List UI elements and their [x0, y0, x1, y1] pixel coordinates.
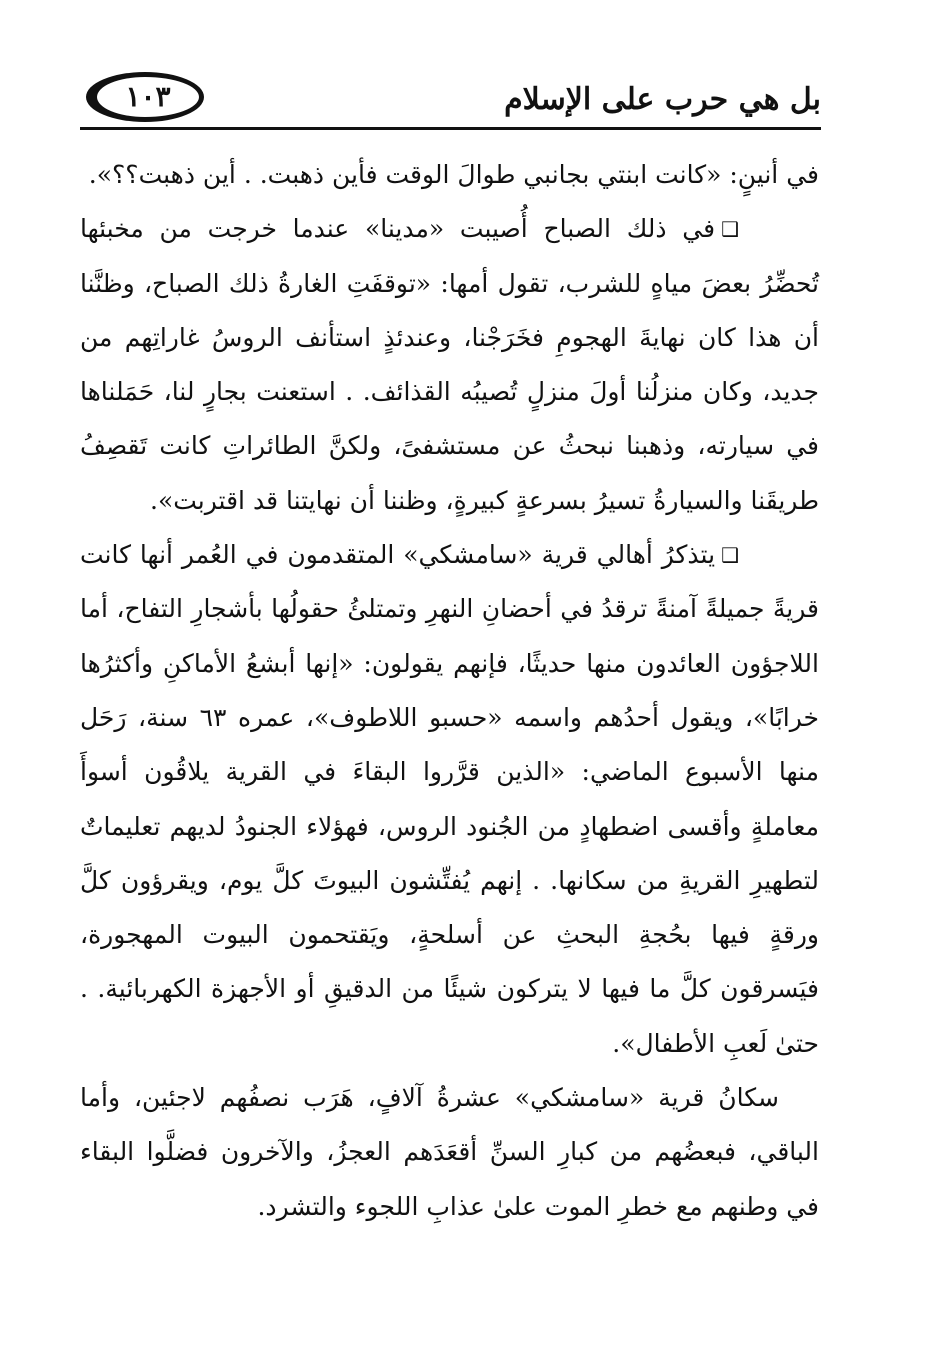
- page-header: [80, 66, 821, 130]
- running-title: بل هي حرب على الإسلام: [504, 82, 821, 117]
- paragraph: [80, 1071, 819, 1234]
- paragraph-marker-icon: ❑: [721, 543, 739, 568]
- paragraph-text: يتذكرُ أهالي قرية «سامشكي» المتقدمون في العُمر أنها كانت قريةً جميلةً آمنةً ترقدُ في أحضانِ النهرِ وتمتلئُ حقولُها بأشجارِ التفاح، أما اللاجؤون العائدون منها حديثًا، فإنهم يقولون: «إنها أبشعُ الأماكنِ وأكثرُها خرابًا»، ويقول أحدُهم واسمه «حسبو اللاطوف»، عمره ٦٣ سنة، رَحَل منها الأسبوع الماضي: «الذين قرَّروا البقاءَ في القرية يلاقُون أسوأَ معاملةٍ وأقسى اضطهادٍ من الجُنود الروس، فهؤلاء الجنودُ لديهم تعليماتٌ لتطهيرِ القريةِ من سكانها. . إنهم يُفتِّشون البيوتَ كلَّ يوم، ويقرؤون كلَّ ورقةٍ فيها بحُجةِ البحثِ عن أسلحةٍ، ويَقتحمون البيوت المهجورة، فيَسرقون كلَّ ما فيها لا يتركون شيئًا من الدقيقِ أو الأجهزة الكهربائية. . حتىٰ لَعبِ الأطفال».: [80, 540, 819, 1058]
- paragraph: [80, 528, 819, 1071]
- page-body: [80, 148, 819, 1234]
- paragraph: [80, 148, 819, 202]
- paragraph-marker-icon: ❑: [721, 217, 739, 242]
- page-number: ١٠٣: [86, 72, 204, 122]
- paragraph-text: في ذلك الصباح أُصيبت «مدينا» عندما خرجت من مخبئها تُحضِّرُ بعضَ مياهٍ للشرب، تقول أمها: «توقفَتِ الغارةُ ذلك الصباح، وظنَّنا أن هذا كان نهايةَ الهجومِ فخَرَجْنا، وعندئذٍ استأنف الروسُ غاراتِهم من جديد، وكان منزلُنا أولَ منزلٍ تُصيبُه القذائف. . استعنت بجارٍ لنا، حَمَلناها في سيارته، وذهبنا نبحثُ عن مستشفىً، ولكنَّ الطائراتِ كانت تَقصِفُ طريقَنا والسيارةُ تسيرُ بسرعةٍ كبيرةٍ، وظننا أن نهايتنا قد اقتربت».: [80, 214, 819, 515]
- header-rule: [80, 127, 821, 130]
- paragraph: [80, 202, 819, 528]
- paragraph-text: سكانُ قرية «سامشكي» عشرةُ آلافٍ، هَرَب نصفُهم لاجئين، وأما الباقي، فبعضُهم من كبارِ السنِّ أقعَدَهم العجزُ، والآخرون فضلَّوا البقاء في وطنهم مع خطرِ الموت علىٰ عذابِ اللجوء والتشرد.: [80, 1083, 819, 1221]
- paragraph-text: في أنينٍ: «كانت ابنتي بجانبي طوالَ الوقت فأين ذهبت. . أين ذهبت؟؟».: [88, 160, 819, 189]
